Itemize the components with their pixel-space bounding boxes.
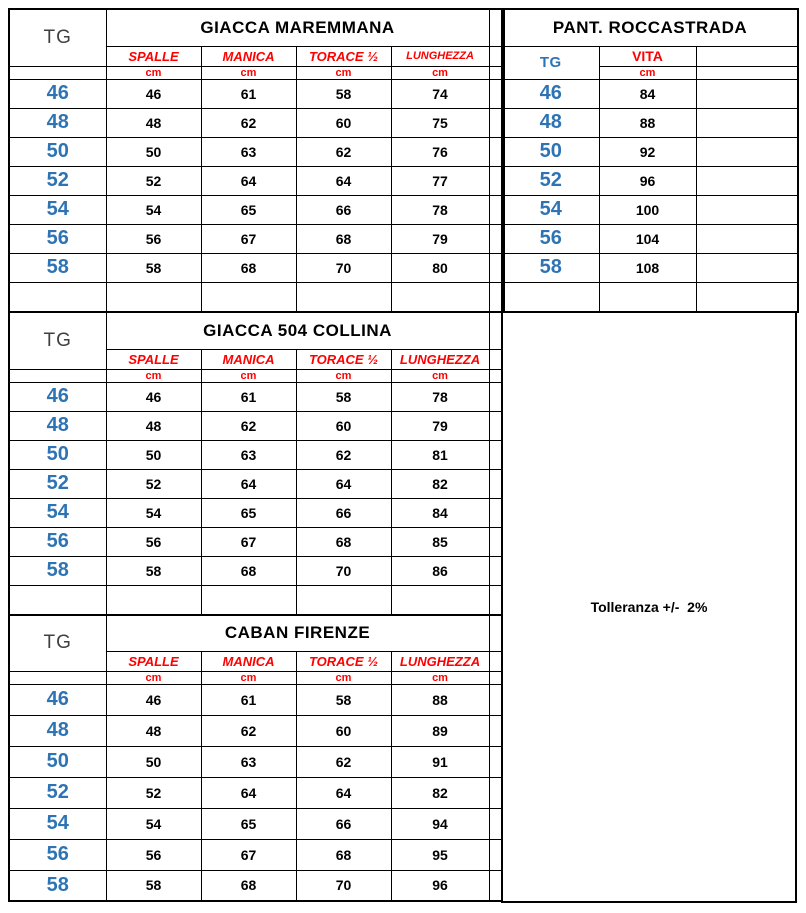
empty-row	[502, 282, 798, 312]
unit-label: cm	[106, 671, 201, 684]
measure-value-cell: 54	[106, 808, 201, 839]
size-tg-cell: 46	[9, 382, 106, 411]
empty-cell	[696, 108, 798, 137]
measure-value-cell: 86	[391, 556, 489, 585]
measure-value-cell: 61	[201, 79, 296, 108]
size-tg-cell: 54	[9, 498, 106, 527]
table-title: GIACCA 504 COLLINA	[106, 312, 489, 349]
measure-value-cell: 64	[296, 777, 391, 808]
measure-value-cell: 89	[391, 715, 489, 746]
left-tables-column	[8, 8, 503, 902]
measure-value-cell: 88	[599, 108, 696, 137]
measure-value-cell: 92	[599, 137, 696, 166]
empty-cell	[391, 282, 489, 312]
measure-value-cell: 62	[296, 746, 391, 777]
size-tg-cell: 48	[502, 108, 599, 137]
size-tg-cell: 56	[9, 839, 106, 870]
measure-value-cell: 100	[599, 195, 696, 224]
measure-value-cell: 50	[106, 440, 201, 469]
measure-value-cell: 70	[296, 556, 391, 585]
size-row	[9, 253, 504, 282]
size-table-giacca-504-collina	[8, 311, 505, 616]
size-tg-cell: 56	[502, 224, 599, 253]
unit-label: cm	[106, 66, 201, 79]
column-names-row	[502, 46, 798, 66]
measure-value-cell: 81	[391, 440, 489, 469]
measure-value-cell: 85	[391, 527, 489, 556]
size-tg-cell: 52	[9, 469, 106, 498]
column-header-lunghezza: LUNGHEZZA	[391, 349, 489, 369]
empty-cell	[201, 282, 296, 312]
table-header-row	[9, 312, 504, 349]
measure-value-cell: 60	[296, 715, 391, 746]
size-tg-cell: 58	[502, 253, 599, 282]
tolerance-note-box	[501, 311, 797, 903]
measure-value-cell: 58	[106, 556, 201, 585]
size-tg-cell: 50	[502, 137, 599, 166]
tg-column-header: TG	[9, 9, 106, 66]
size-row	[9, 684, 504, 715]
measure-value-cell: 60	[296, 108, 391, 137]
measure-value-cell: 75	[391, 108, 489, 137]
size-tg-cell: 56	[9, 224, 106, 253]
empty-cell	[106, 282, 201, 312]
measure-value-cell: 74	[391, 79, 489, 108]
unit-label: cm	[296, 66, 391, 79]
unit-label: cm	[106, 369, 201, 382]
size-row	[9, 746, 504, 777]
size-row	[9, 839, 504, 870]
empty-cell	[696, 195, 798, 224]
unit-label: cm	[296, 671, 391, 684]
measure-value-cell: 62	[296, 440, 391, 469]
empty-cell	[696, 46, 798, 66]
measure-value-cell: 66	[296, 498, 391, 527]
unit-label: cm	[391, 66, 489, 79]
measure-value-cell: 64	[201, 777, 296, 808]
measure-value-cell: 65	[201, 498, 296, 527]
measure-value-cell: 95	[391, 839, 489, 870]
measure-value-cell: 108	[599, 253, 696, 282]
measure-value-cell: 64	[296, 469, 391, 498]
empty-cell	[696, 166, 798, 195]
empty-cell	[9, 585, 106, 615]
empty-cell	[296, 585, 391, 615]
measure-value-cell: 62	[201, 108, 296, 137]
unit-row	[9, 66, 504, 79]
measure-value-cell: 64	[201, 166, 296, 195]
measure-value-cell: 56	[106, 224, 201, 253]
column-header-vita: VITA	[599, 46, 696, 66]
measure-value-cell: 88	[391, 684, 489, 715]
column-header-torace: TORACE ½	[296, 46, 391, 66]
size-row	[502, 108, 798, 137]
size-tg-cell: 48	[9, 411, 106, 440]
measure-value-cell: 48	[106, 715, 201, 746]
measure-value-cell: 64	[201, 469, 296, 498]
size-row	[9, 382, 504, 411]
measure-value-cell: 65	[201, 808, 296, 839]
size-tg-cell: 58	[9, 253, 106, 282]
measure-value-cell: 67	[201, 224, 296, 253]
measure-value-cell: 68	[201, 870, 296, 901]
empty-cell	[502, 282, 599, 312]
column-header-spalle: SPALLE	[106, 651, 201, 671]
right-tables-column	[501, 8, 797, 903]
empty-cell	[696, 282, 798, 312]
empty-cell	[391, 585, 489, 615]
measure-value-cell: 67	[201, 527, 296, 556]
empty-cell	[696, 66, 798, 79]
empty-cell	[9, 66, 106, 79]
column-header-lunghezza: LUNGHEZZA	[391, 46, 489, 66]
measure-value-cell: 52	[106, 777, 201, 808]
size-table-pant-roccastrada	[501, 8, 799, 313]
size-tg-cell: 52	[9, 166, 106, 195]
table-title: GIACCA MAREMMANA	[106, 9, 489, 46]
tolerance-note: Tolleranza +/- 2%	[590, 599, 708, 615]
size-row	[502, 224, 798, 253]
size-table-caban-firenze	[8, 614, 505, 902]
size-row	[9, 224, 504, 253]
column-header-manica: MANICA	[201, 349, 296, 369]
size-row	[9, 79, 504, 108]
unit-row	[9, 369, 504, 382]
measure-value-cell: 65	[201, 195, 296, 224]
measure-value-cell: 68	[296, 839, 391, 870]
unit-label: cm	[201, 66, 296, 79]
size-row	[9, 777, 504, 808]
size-table-giacca-maremmana	[8, 8, 505, 313]
measure-value-cell: 68	[296, 224, 391, 253]
size-row	[9, 137, 504, 166]
measure-value-cell: 56	[106, 839, 201, 870]
measure-value-cell: 66	[296, 808, 391, 839]
measure-value-cell: 70	[296, 870, 391, 901]
empty-cell	[201, 585, 296, 615]
size-tg-cell: 50	[9, 440, 106, 469]
table-header-row	[9, 615, 504, 651]
measure-value-cell: 54	[106, 498, 201, 527]
size-tg-cell: 46	[9, 79, 106, 108]
measure-value-cell: 82	[391, 469, 489, 498]
measure-value-cell: 63	[201, 137, 296, 166]
size-row	[9, 469, 504, 498]
size-row	[9, 808, 504, 839]
tg-column-header: TG	[502, 46, 599, 79]
size-row	[9, 556, 504, 585]
measure-value-cell: 63	[201, 440, 296, 469]
measure-value-cell: 80	[391, 253, 489, 282]
size-row	[502, 253, 798, 282]
unit-row	[9, 671, 504, 684]
size-row	[502, 79, 798, 108]
empty-cell	[106, 585, 201, 615]
column-header-lunghezza: LUNGHEZZA	[391, 651, 489, 671]
measure-value-cell: 58	[106, 870, 201, 901]
unit-label: cm	[391, 671, 489, 684]
empty-cell	[9, 369, 106, 382]
measure-value-cell: 48	[106, 108, 201, 137]
unit-label: cm	[201, 369, 296, 382]
size-tg-cell: 54	[502, 195, 599, 224]
measure-value-cell: 94	[391, 808, 489, 839]
empty-cell	[696, 79, 798, 108]
empty-row	[9, 282, 504, 312]
unit-label: cm	[201, 671, 296, 684]
table-header-row	[502, 9, 798, 46]
measure-value-cell: 84	[391, 498, 489, 527]
measure-value-cell: 50	[106, 746, 201, 777]
column-header-torace: TORACE ½	[296, 651, 391, 671]
measure-value-cell: 46	[106, 382, 201, 411]
measure-value-cell: 79	[391, 411, 489, 440]
measure-value-cell: 77	[391, 166, 489, 195]
column-header-manica: MANICA	[201, 651, 296, 671]
empty-cell	[9, 671, 106, 684]
empty-cell	[696, 253, 798, 282]
measure-value-cell: 52	[106, 166, 201, 195]
table-title: PANT. ROCCASTRADA	[502, 9, 798, 46]
size-tg-cell: 52	[9, 777, 106, 808]
size-row	[9, 195, 504, 224]
size-tg-cell: 50	[9, 746, 106, 777]
unit-label: cm	[391, 369, 489, 382]
empty-cell	[9, 282, 106, 312]
empty-cell	[296, 282, 391, 312]
table-header-row	[9, 9, 504, 46]
measure-value-cell: 54	[106, 195, 201, 224]
size-tg-cell: 46	[502, 79, 599, 108]
measure-value-cell: 63	[201, 746, 296, 777]
measure-value-cell: 52	[106, 469, 201, 498]
measure-value-cell: 56	[106, 527, 201, 556]
size-row	[9, 411, 504, 440]
measure-value-cell: 70	[296, 253, 391, 282]
size-row	[502, 166, 798, 195]
size-row	[9, 108, 504, 137]
empty-cell	[696, 224, 798, 253]
measure-value-cell: 82	[391, 777, 489, 808]
measure-value-cell: 58	[296, 382, 391, 411]
measure-value-cell: 76	[391, 137, 489, 166]
measure-value-cell: 58	[296, 79, 391, 108]
measure-value-cell: 46	[106, 79, 201, 108]
size-row	[9, 527, 504, 556]
measure-value-cell: 64	[296, 166, 391, 195]
measure-value-cell: 68	[201, 253, 296, 282]
measure-value-cell: 62	[201, 715, 296, 746]
measure-value-cell: 104	[599, 224, 696, 253]
empty-row	[9, 585, 504, 615]
size-tg-cell: 58	[9, 870, 106, 901]
tg-column-header: TG	[9, 312, 106, 369]
size-tg-cell: 50	[9, 137, 106, 166]
measure-value-cell: 48	[106, 411, 201, 440]
measure-value-cell: 66	[296, 195, 391, 224]
size-tg-cell: 54	[9, 808, 106, 839]
measure-value-cell: 78	[391, 195, 489, 224]
size-row	[9, 870, 504, 901]
unit-label: cm	[296, 369, 391, 382]
measure-value-cell: 50	[106, 137, 201, 166]
size-row	[502, 195, 798, 224]
unit-label: cm	[599, 66, 696, 79]
size-row	[502, 137, 798, 166]
measure-value-cell: 62	[296, 137, 391, 166]
measure-value-cell: 78	[391, 382, 489, 411]
size-row	[9, 440, 504, 469]
size-tg-cell: 48	[9, 715, 106, 746]
column-header-spalle: SPALLE	[106, 349, 201, 369]
size-tg-cell: 58	[9, 556, 106, 585]
empty-cell	[696, 137, 798, 166]
measure-value-cell: 68	[201, 556, 296, 585]
measure-value-cell: 58	[106, 253, 201, 282]
size-tg-cell: 48	[9, 108, 106, 137]
tg-column-header: TG	[9, 615, 106, 671]
measure-value-cell: 60	[296, 411, 391, 440]
column-header-torace: TORACE ½	[296, 349, 391, 369]
measure-value-cell: 61	[201, 382, 296, 411]
measure-value-cell: 58	[296, 684, 391, 715]
size-row	[9, 498, 504, 527]
measure-value-cell: 96	[391, 870, 489, 901]
measure-value-cell: 61	[201, 684, 296, 715]
measure-value-cell: 68	[296, 527, 391, 556]
measure-value-cell: 96	[599, 166, 696, 195]
measure-value-cell: 67	[201, 839, 296, 870]
column-header-manica: MANICA	[201, 46, 296, 66]
size-tg-cell: 52	[502, 166, 599, 195]
column-header-spalle: SPALLE	[106, 46, 201, 66]
size-tg-cell: 54	[9, 195, 106, 224]
measure-value-cell: 46	[106, 684, 201, 715]
empty-cell	[599, 282, 696, 312]
size-tg-cell: 56	[9, 527, 106, 556]
table-title: CABAN FIRENZE	[106, 615, 489, 651]
measure-value-cell: 84	[599, 79, 696, 108]
measure-value-cell: 91	[391, 746, 489, 777]
size-tg-cell: 46	[9, 684, 106, 715]
size-row	[9, 715, 504, 746]
measure-value-cell: 62	[201, 411, 296, 440]
size-row	[9, 166, 504, 195]
measure-value-cell: 79	[391, 224, 489, 253]
